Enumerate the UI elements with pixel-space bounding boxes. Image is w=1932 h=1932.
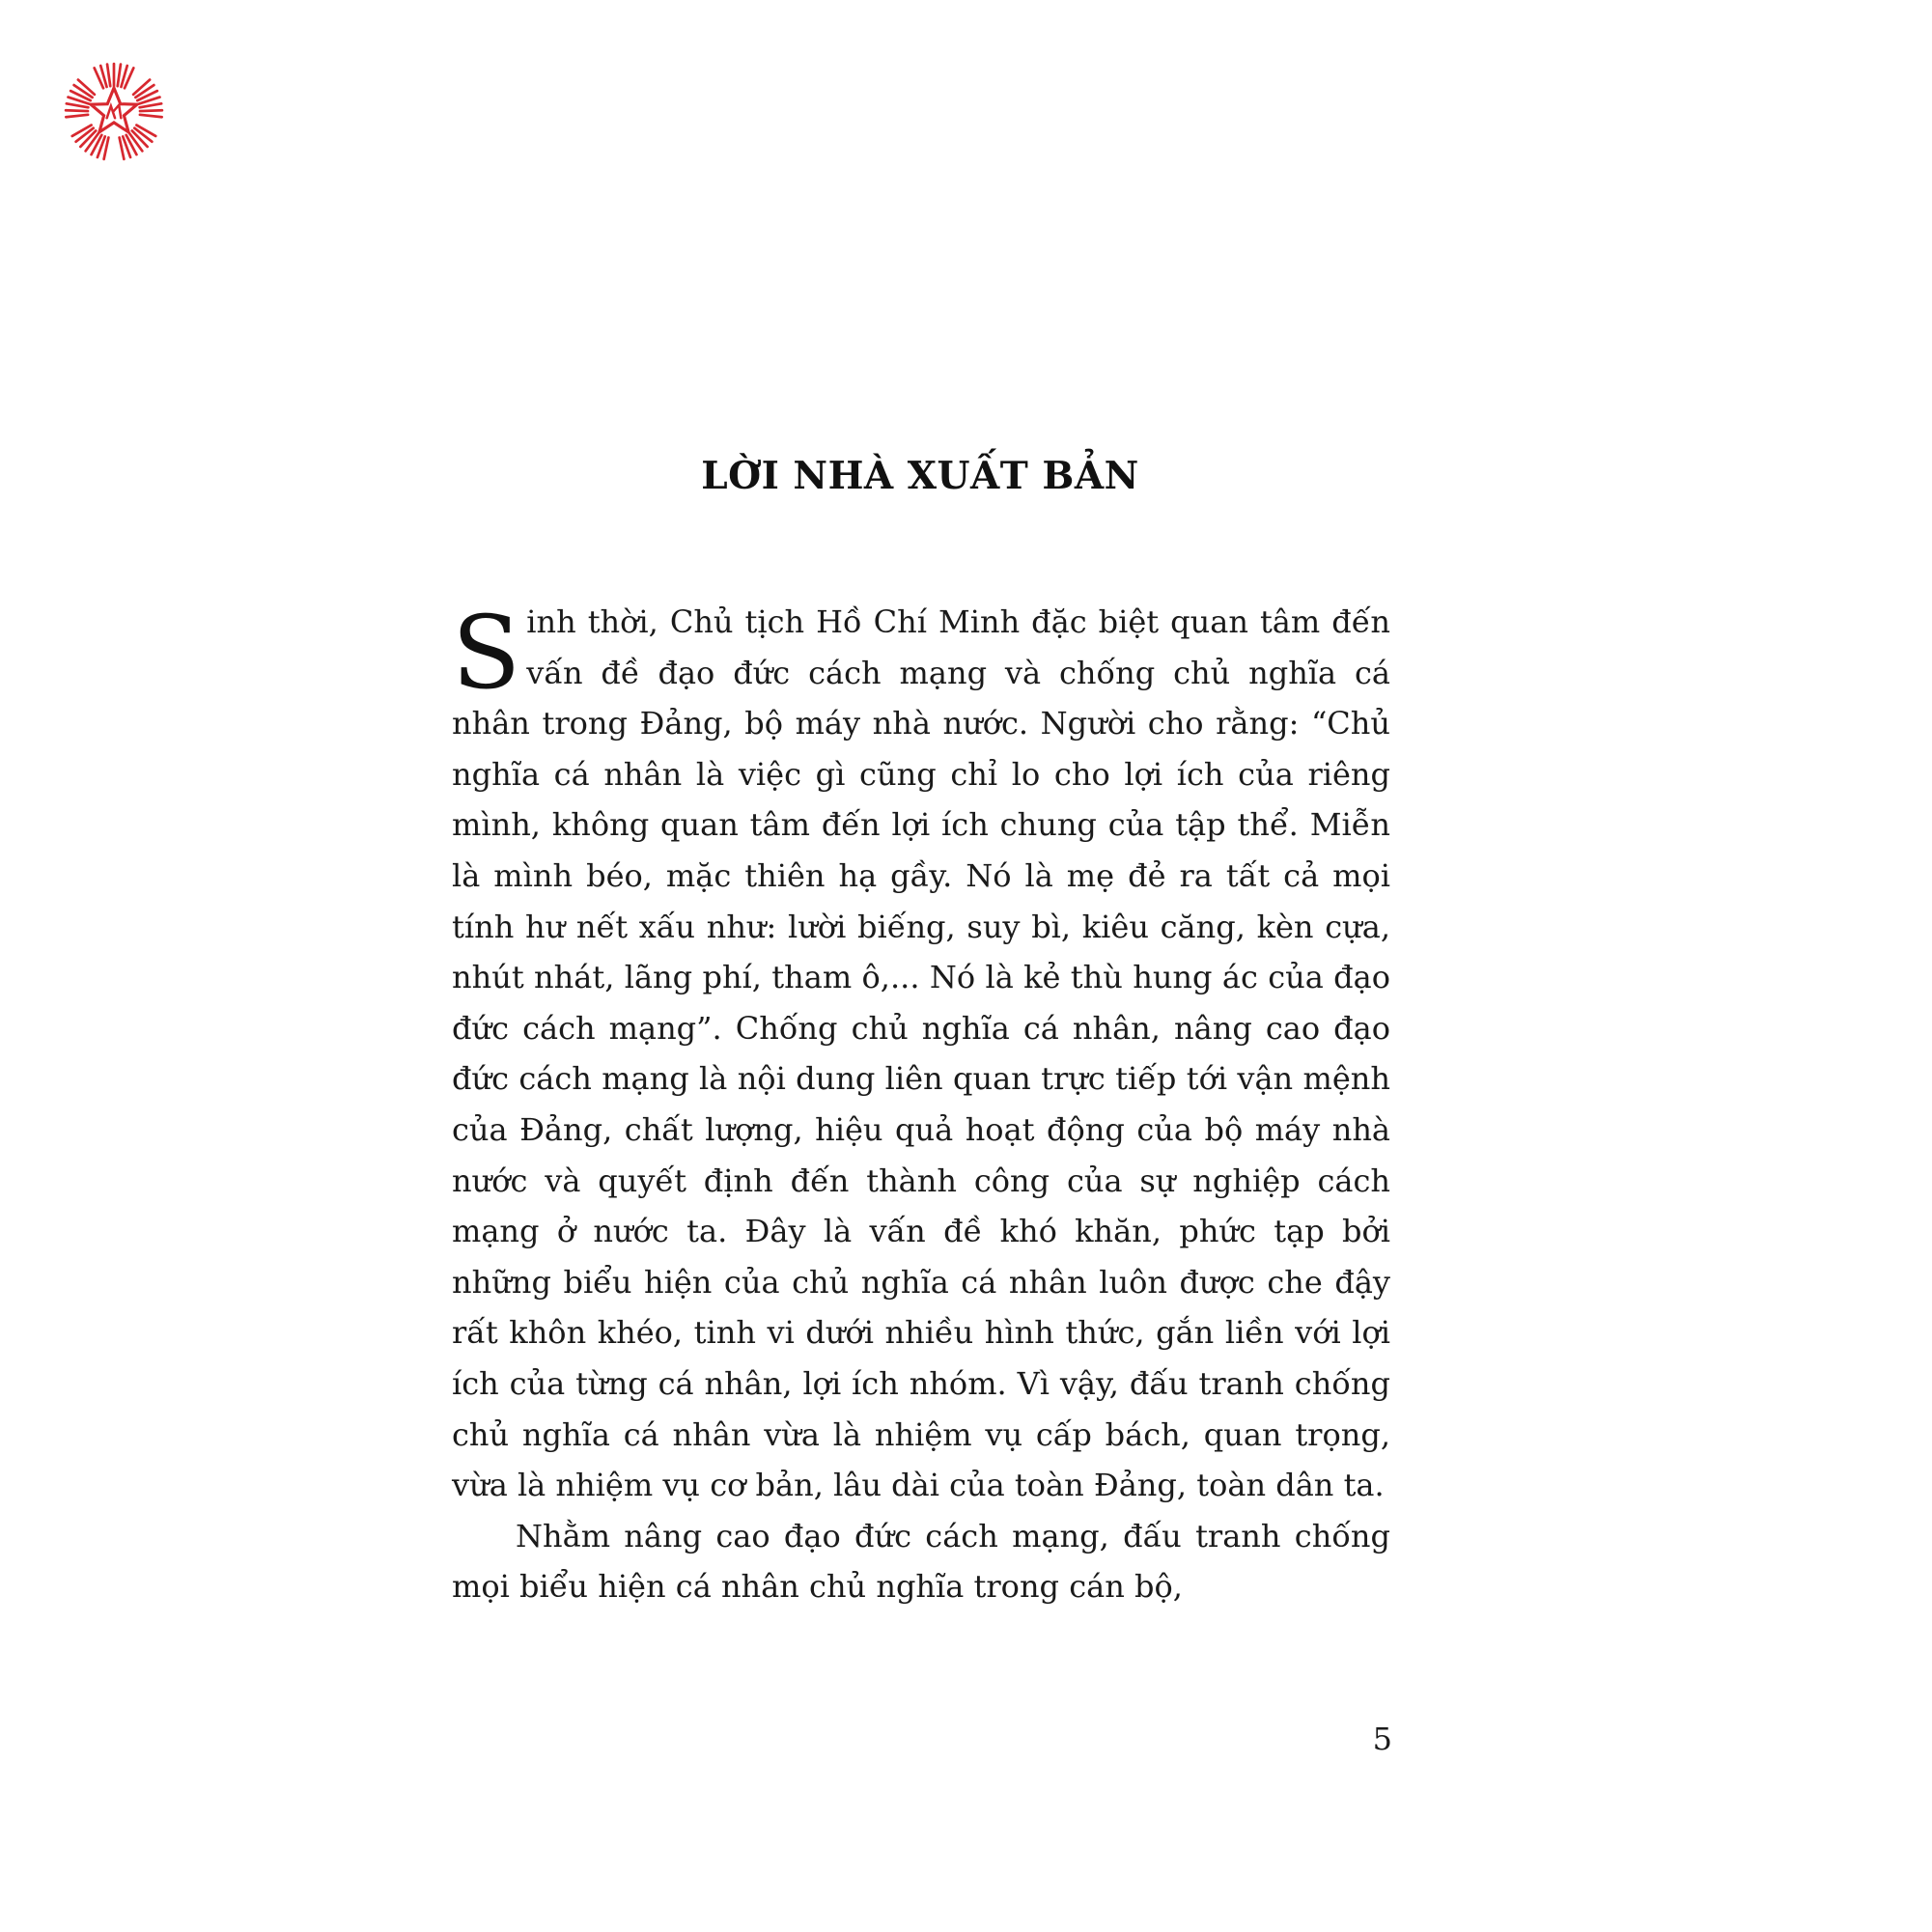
paragraph-2 <box>452 1511 1390 1612</box>
logo-ray <box>66 115 88 117</box>
logo-ray <box>107 65 110 87</box>
logo-ray <box>140 103 162 107</box>
red-star-publisher-logo-icon <box>64 62 164 162</box>
page-title: LỜI NHÀ XUẤT BẢN <box>701 454 1139 498</box>
page-number: 5 <box>1372 1721 1392 1757</box>
body-text <box>452 594 1390 1612</box>
logo-ray <box>140 115 162 117</box>
logo-ray <box>67 103 89 107</box>
logo-ray <box>118 65 121 87</box>
drop-cap-letter: S <box>452 594 521 712</box>
paragraph-1 <box>452 594 1390 1511</box>
publisher-logo <box>64 62 164 162</box>
paragraph-2-text: Nhằm nâng cao đạo đức cách mạng, đấu tranh chống mọi biểu hiện cá nhân chủ nghĩa trong cán bộ, <box>452 1517 1390 1606</box>
logo-ray <box>66 110 88 111</box>
logo-ray <box>140 110 162 111</box>
paragraph-1-text: inh thời, Chủ tịch Hồ Chí Minh đặc biệt quan tâm đến vấn đề đạo đức cách mạng và chống chủ nghĩa cá nhân trong Đảng, bộ máy nhà nước. Người cho rằng: “Chủ nghĩa cá nhân là việc gì cũng chỉ lo cho lợi ích của riêng mình, không quan tâm đến lợi ích chung của tập thể. Miễn là mình béo, mặc thiên hạ gầy. Nó là mẹ đẻ ra tất cả mọi tính hư nết xấu như: lười biếng, suy bì, kiêu căng, kèn cựa, nhút nhát, lãng phí, tham ô,... Nó là kẻ thù hung ác của đạo đức cách mạng”. Chống chủ nghĩa cá nhân, nâng cao đạo đức cách mạng là nội dung liên quan trực tiếp tới vận mệnh của Đảng, chất lượng, hiệu quả hoạt động của bộ máy nhà nước và quyết định đến thành công của sự nghiệp cách mạng ở nước ta. Đây là vấn đề khó khăn, phức tạp bởi những biểu hiện của chủ nghĩa cá nhân luôn được che đậy rất khôn khéo, tinh vi dưới nhiều hình thức, gắn liền với lợi ích của từng cá nhân, lợi ích nhóm. Vì vậy, đấu tranh chống chủ nghĩa cá nhân vừa là nhiệm vụ cấp bách, quan trọng, vừa là nhiệm vụ cơ bản, lâu dài của toàn Đảng, toàn dân ta. <box>452 603 1390 1504</box>
